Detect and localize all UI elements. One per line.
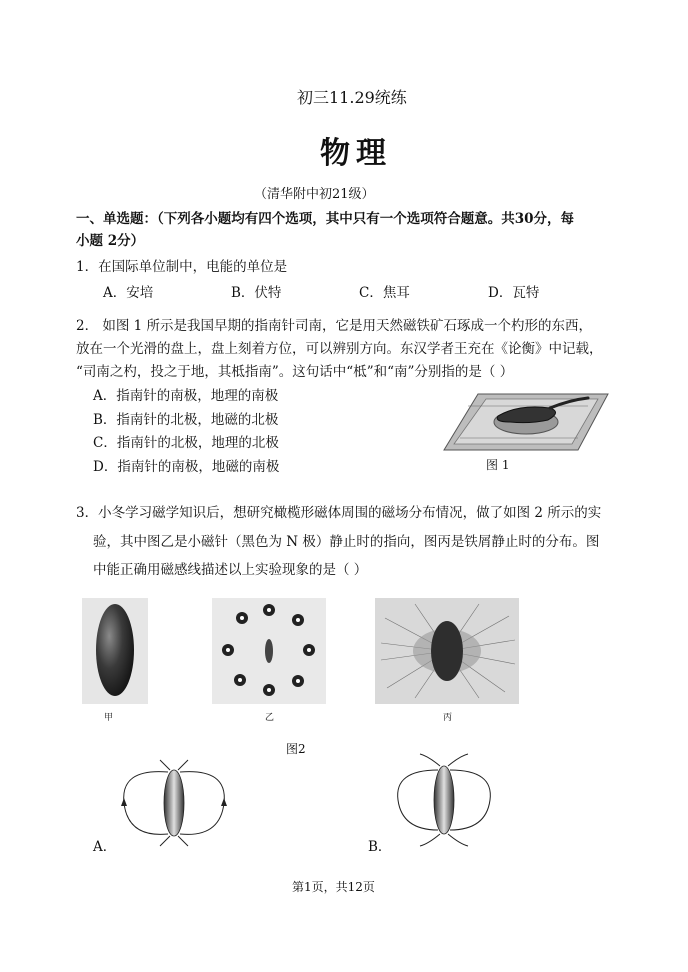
q1-option-d: D．瓦特 bbox=[488, 285, 540, 301]
q2-stem-line1: 2． 如图 1 所示是我国早期的指南针司南，它是用天然磁铁矿石琢成一个杓形的东西， bbox=[76, 318, 593, 334]
photo-bing-label: 丙 bbox=[443, 713, 453, 723]
q2-option-b: B．指南针的北极，地磁的北极 bbox=[93, 412, 279, 428]
q1-option-a: A．安培 bbox=[103, 285, 154, 301]
section-heading-line2: 小题 2分） bbox=[76, 233, 145, 249]
photo-yi-compasses bbox=[212, 598, 326, 704]
figure1-compass-image bbox=[438, 386, 614, 456]
option-b-label: B． bbox=[368, 839, 392, 855]
figure1-caption: 图 1 bbox=[486, 458, 510, 472]
option-b-field-diagram bbox=[392, 752, 496, 848]
q2-stem-line2: 放在一个光滑的盘上，盘上刻着方位，可以辨别方向。东汉学者王充在《论衡》中记载， bbox=[76, 341, 603, 357]
subject-title: 物理 bbox=[320, 136, 392, 171]
q2-option-a: A．指南针的南极，地理的南极 bbox=[93, 388, 279, 404]
photo-jia-label: 甲 bbox=[104, 713, 114, 723]
q1-option-c: C．焦耳 bbox=[359, 285, 410, 301]
school-label: （清华附中初21级） bbox=[254, 187, 375, 202]
q3-stem-line3: 中能正确用磁感线描述以上实验现象的是（ ） bbox=[93, 562, 368, 578]
photo-bing-iron-filings bbox=[375, 598, 519, 704]
q2-option-d: D．指南针的南极，地磁的南极 bbox=[93, 459, 280, 475]
option-a-field-diagram bbox=[118, 758, 230, 848]
q1-option-b: B．伏特 bbox=[231, 285, 282, 301]
photo-jia-magnet bbox=[82, 598, 148, 704]
option-a-label: A． bbox=[93, 839, 117, 855]
q2-stem-line3: “司南之杓，投之于地，其柢指南”。这句话中“柢”和“南”分别指的是（ ） bbox=[76, 364, 514, 380]
q1-stem: 1．在国际单位制中，电能的单位是 bbox=[76, 259, 288, 275]
q2-option-c: C．指南针的北极，地理的北极 bbox=[93, 435, 279, 451]
figure2-caption: 图2 bbox=[286, 742, 306, 756]
q3-stem-line1: 3．小冬学习磁学知识后，想研究橄榄形磁体周围的磁场分布情况，做了如图 2 所示的实 bbox=[76, 505, 602, 521]
q3-stem-line2: 验，其中图乙是小磁针（黑色为 N 极）静止时的指向，图丙是铁屑静止时的分布。图 bbox=[93, 534, 600, 550]
section-heading-line1: 一、单选题：（下列各小题均有四个选项，其中只有一个选项符合题意。共30分，每 bbox=[76, 211, 575, 227]
page-number: 第1页，共12页 bbox=[292, 880, 375, 894]
exam-title: 初三11.29统练 bbox=[297, 88, 407, 107]
photo-yi-label: 乙 bbox=[265, 713, 275, 723]
